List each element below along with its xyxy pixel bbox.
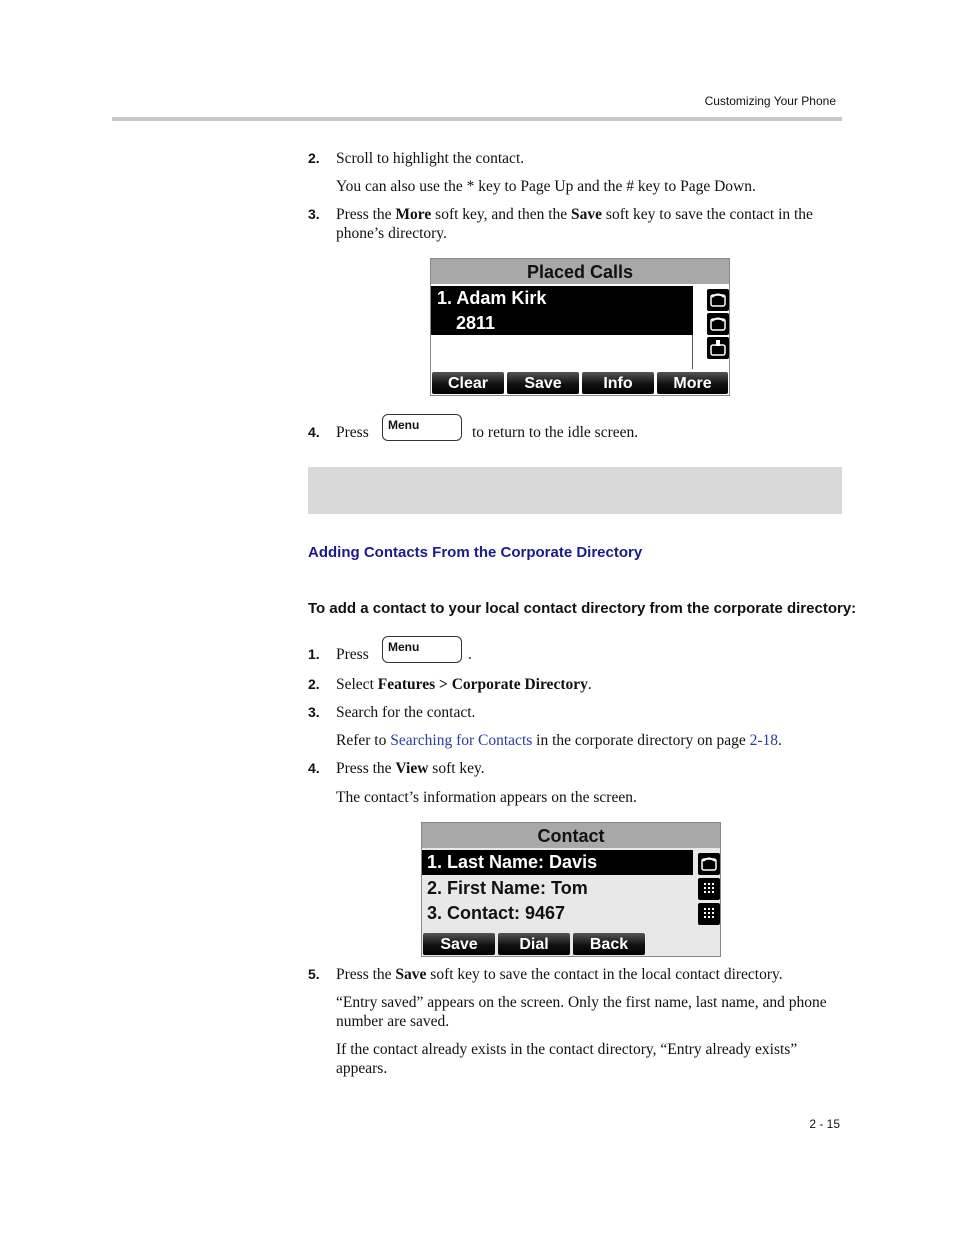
contact-row: 2. First Name: Tom [427,878,588,898]
link-searching-for-contacts[interactable]: Searching for Contacts [390,732,533,749]
step-text: Scroll to highlight the contact. [336,150,525,167]
keypad-icon [698,878,720,900]
header-rule [112,117,842,121]
phone-screen-placed-calls [430,258,730,396]
step-5-note-1: “Entry saved” appears on the screen. Only the first name, last name, and phone number are saved. [336,994,827,1030]
contact-row: 1. Last Name: Davis [427,852,598,872]
step-text-post: . [468,646,472,663]
screen-title: Contact [422,823,720,848]
highlighted-entry [431,286,693,335]
list-border [692,335,693,369]
softkey-bar [431,371,729,395]
running-header: Customizing Your Phone [704,94,836,108]
entry-number: 2811 [456,313,496,333]
softkey-more[interactable]: More [657,372,728,394]
handset-icon [707,289,729,311]
step-text-post: to return to the idle screen. [472,424,639,441]
step-number: 3. [308,704,320,720]
handset-icon [698,853,720,875]
step-text: Search for the contact. [336,704,476,721]
step-number: 1. [308,646,320,662]
screen-title: Placed Calls [431,259,729,284]
step-3-note: Refer to Searching for Contacts in the corporate directory on page 2-18. [336,732,782,749]
softkey-dial[interactable]: Dial [498,933,570,955]
note-box [308,467,842,514]
step-text: Press the Save soft key to save the contact in the local contact directory. [336,966,783,983]
step-text-pre: Press [336,424,369,441]
step-number: 2. [308,150,320,166]
menu-key-icon: Menu [382,636,462,663]
softkey-save[interactable]: Save [423,933,495,955]
highlighted-row [422,850,693,875]
softkey-info[interactable]: Info [582,372,654,394]
contact-row: 3. Contact: 9467 [427,903,566,923]
softkey-save[interactable]: Save [507,372,579,394]
step-number: 2. [308,676,320,692]
step-4-note: The contact’s information appears on the screen. [336,789,637,806]
section-title: Adding Contacts From the Corporate Directory [308,544,643,561]
step-text: Press the More soft key, and then the Save soft key to save the contact in the phone’s directory. [336,206,813,242]
step-number: 5. [308,966,320,982]
link-page-2-18[interactable]: 2-18 [749,732,779,749]
handset-offhook-icon [707,337,729,359]
step-number: 4. [308,760,320,776]
step-text: Press the View soft key. [336,760,485,777]
menu-key-icon: Menu [382,414,462,441]
procedure-title: To add a contact to your local contact directory from the corporate directory: [308,600,857,617]
phone-screen-contact [421,822,721,957]
step-5-note-2: If the contact already exists in the contact directory, “Entry already exists” appears. [336,1041,798,1077]
entry-name: 1. Adam Kirk [437,288,547,308]
step-number: 3. [308,206,320,222]
step-number: 4. [308,424,320,440]
step-2-note: You can also use the * key to Page Up and the # key to Page Down. [336,178,756,195]
step-text: Select Features > Corporate Directory. [336,676,592,693]
handset-icon [707,313,729,335]
softkey-bar [422,932,720,956]
keypad-icon [698,903,720,925]
step-3 [308,205,842,245]
step-text-pre: Press [336,646,369,663]
softkey-clear[interactable]: Clear [432,372,504,394]
softkey-back[interactable]: Back [573,933,645,955]
page-number: 2 - 15 [809,1117,840,1131]
